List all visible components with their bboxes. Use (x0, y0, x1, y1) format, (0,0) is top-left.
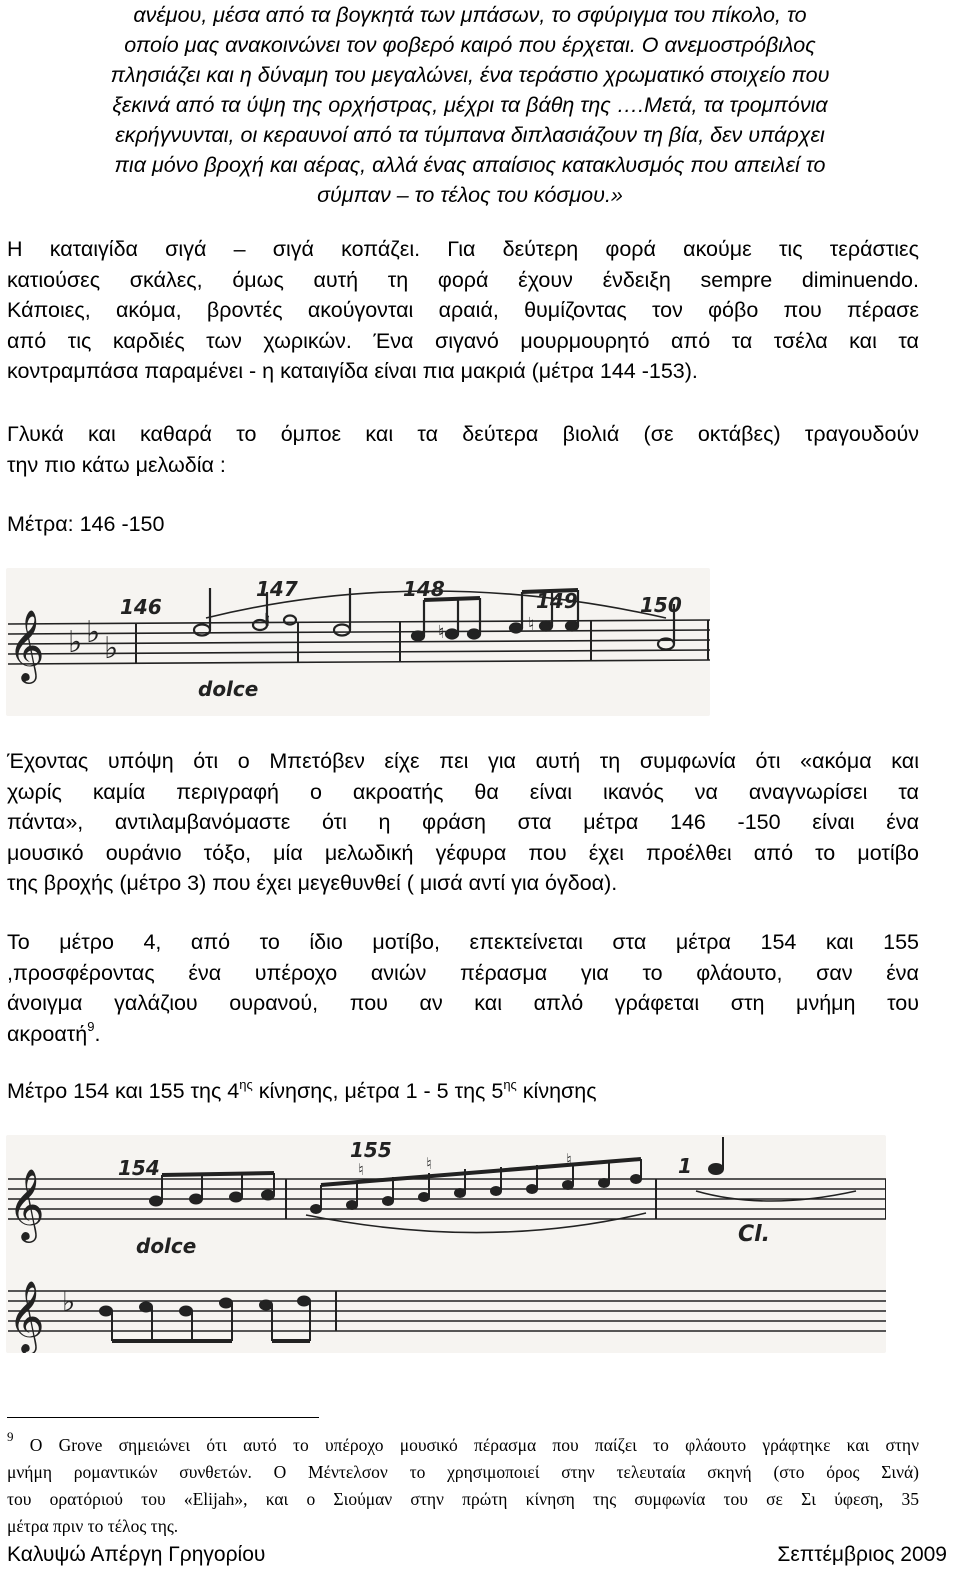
text-line: Η καταιγίδα σιγά – σιγά κοπάζει. Για δεύτερη φορά ακούμε τις τεράστιες (7, 237, 919, 261)
text-line: από τις καρδιές των χωρικών. Ένα σιγανό μουρμουρητό από τα τσέλα και τα (7, 328, 919, 353)
measure-number: 150 (640, 593, 682, 617)
paragraph-rainbow (7, 746, 919, 899)
instrument-label: Cl. (738, 1222, 771, 1247)
footer-author: Καλυψώ Απέργη Γρηγορίου (7, 1543, 266, 1566)
text-fragment: Μέτρο 154 και 155 της 4 (7, 1079, 240, 1103)
measure-number: 146 (120, 595, 162, 619)
footnote-number: 9 (7, 1429, 14, 1444)
lower-staff-lines (8, 1291, 886, 1331)
flat-icon: ♭ (104, 631, 119, 666)
score-2-svg (6, 1135, 886, 1353)
footnote-line: μνήμη ρομαντικών συνθετών. Ο Μέντελσον το χρησιμοποιεί στην τελευταία σκηνή (στο όρος Σινά) (7, 1462, 919, 1482)
paragraph-storm-fades (7, 234, 919, 387)
natural-icon: ♮ (566, 1150, 572, 1169)
text-fragment: Ο Grove σημειώνει ότι αυτό το υπέροχο μουσικό πέρασμα που παίζει το φλάουτο γράφτηκε και στην (13, 1435, 919, 1455)
score-excerpt-154-155 (6, 1135, 886, 1353)
text-line: της βροχής (μέτρο 3) που έχει μεγεθυνθεί ( μισά αντί για όγδοα). (7, 871, 618, 895)
treble-clef-icon: 𝄞 (8, 1167, 45, 1240)
ordinal-suffix: ης (239, 1077, 253, 1092)
expression-marking: dolce (198, 677, 259, 701)
measure-number: 1 (678, 1154, 692, 1178)
natural-icon: ♮ (358, 1160, 364, 1179)
text-line: κοντραμπάσα παραμένει - η καταιγίδα είναι πια μακριά (μέτρα 144 -153). (7, 359, 698, 383)
measure-number: 148 (403, 577, 445, 601)
natural-icon: ♮ (426, 1154, 432, 1173)
treble-clef-icon: 𝄞 (8, 1279, 45, 1352)
footnote-line: μέτρα πριν το τέλος της. (7, 1516, 179, 1536)
text-line: κατιούσες σκάλες, όμως αυτή τη φορά έχουν ένδειξη sempre diminuendo. (7, 267, 919, 292)
text-line: άνοιγμα γαλάζιου ουρανού, που αν και απλό γράφεται στη μνήμη του (7, 991, 919, 1015)
text-fragment: κίνησης (516, 1079, 597, 1103)
flat-icon: ♭ (68, 625, 83, 660)
lower-notes (100, 1297, 310, 1342)
measure-number: 149 (536, 589, 578, 613)
footnote-line: του ορατόριού του «Elijah», και ο Σιούμαν στην πρώτη κίνηση της συμφωνία του σε Σι ύφεση, 35 (7, 1489, 919, 1509)
footer-date: Σεπτέμβριος 2009 (777, 1543, 947, 1566)
flat-icon: ♭ (86, 615, 101, 650)
treble-clef-icon: 𝄞 (8, 608, 45, 681)
upper-notes (150, 1137, 723, 1213)
text-line: Το μέτρο 4, από το ίδιο μοτίβο, επεκτείνεται στα μέτρα 154 και 155 (7, 930, 919, 954)
quote-line: πια μόνο βροχή και αέρας, αλλά ένας απαίσιος κατακλυσμός που απειλεί το (114, 153, 826, 177)
footnote-line (7, 1429, 919, 1459)
footnote (7, 1429, 919, 1540)
text-line: Γλυκά και καθαρά το όμποε και τα δεύτερα βιολιά (σε οκτάβες) τραγουδούν (7, 422, 919, 446)
quote-line: ξεκινά από τα ύψη της ορχήστρας, μέχρι τα βάθη της ….Μετά, τα τρομπόνια (112, 93, 828, 117)
text-line: πάντα», αντιλαμβανόμαστε ότι η φράση στα μέτρα 146 -150 είναι ένα (7, 810, 919, 834)
text-line: Κάποιες, ακόμα, βροντές ακούγονται αραιά, θυμίζοντας τον φόβο που πέρασε (7, 298, 919, 322)
quote-line: πλησιάζει και η δύναμη του μεγαλώνει, ένα τεράστιο χρωματικό στοιχείο που (110, 63, 830, 87)
paragraph-oboe-melody (7, 419, 919, 480)
footnote-separator (7, 1417, 319, 1418)
text-line: χωρίς καμία περιγραφή ο ακροατής θα είναι ικανός να αναγνωρίσει τα (7, 779, 919, 804)
text-fragment: κίνησης, μέτρα 1 - 5 της 5 (252, 1079, 504, 1103)
paragraph-flute-passage (7, 927, 919, 1049)
text-line: την πιο κάτω μελωδία : (7, 452, 226, 477)
score-excerpt-146-150 (6, 568, 710, 716)
score-1-svg (6, 568, 710, 716)
natural-icon: ♮ (528, 614, 535, 635)
quote-line: οποίο μας ανακοινώνει τον φοβερό καιρό που έρχεται. Ο ανεμοστρόβιλος (124, 33, 816, 57)
bar-lines (286, 1179, 886, 1331)
expression-marking: dolce (136, 1234, 197, 1258)
quote-line: ανέμου, μέσα από τα βογκητά των μπάσων, το σφύριγμα του πίκολο, το (133, 3, 807, 27)
measure-number: 147 (256, 577, 298, 601)
measure-number: 155 (350, 1138, 392, 1162)
measures-label: Μέτρα: 146 -150 (7, 512, 165, 536)
natural-icon: ♮ (438, 622, 445, 643)
quote-line: σύμπαν – το τέλος του κόσμου.» (317, 183, 623, 207)
natural-icon: ♮ (264, 610, 271, 631)
ordinal-suffix: ης (503, 1077, 517, 1092)
text-line: μουσικό ουράνιο τόξο, μία μελωδική γέφυρα που έχει προέλθει από το μοτίβο (7, 840, 919, 865)
page-footer (7, 1541, 947, 1569)
quote-block (30, 0, 910, 210)
footnote-reference[interactable]: 9 (87, 1018, 95, 1034)
upper-staff-lines (8, 1179, 886, 1219)
text-line (7, 1019, 919, 1050)
text-fragment: ακροατή (7, 1021, 88, 1046)
flat-icon: ♭ (62, 1285, 76, 1318)
text-line: Έχοντας υπόψη ότι ο Μπετόβεν είχε πει για αυτή τη συμφωνία ότι «ακόμα και (7, 749, 919, 773)
text-line: ,προσφέροντας ένα υπέροχο ανιών πέρασμα για το φλάουτο, σαν ένα (7, 960, 919, 985)
measure-number: 154 (118, 1156, 160, 1180)
quote-line: εκρήγνυνται, οι κεραυνοί από τα τύμπανα διπλασιάζουν τη βία, δεν υπάρχει (115, 123, 825, 147)
text-fragment: . (94, 1021, 101, 1046)
measures-heading (7, 1076, 597, 1106)
